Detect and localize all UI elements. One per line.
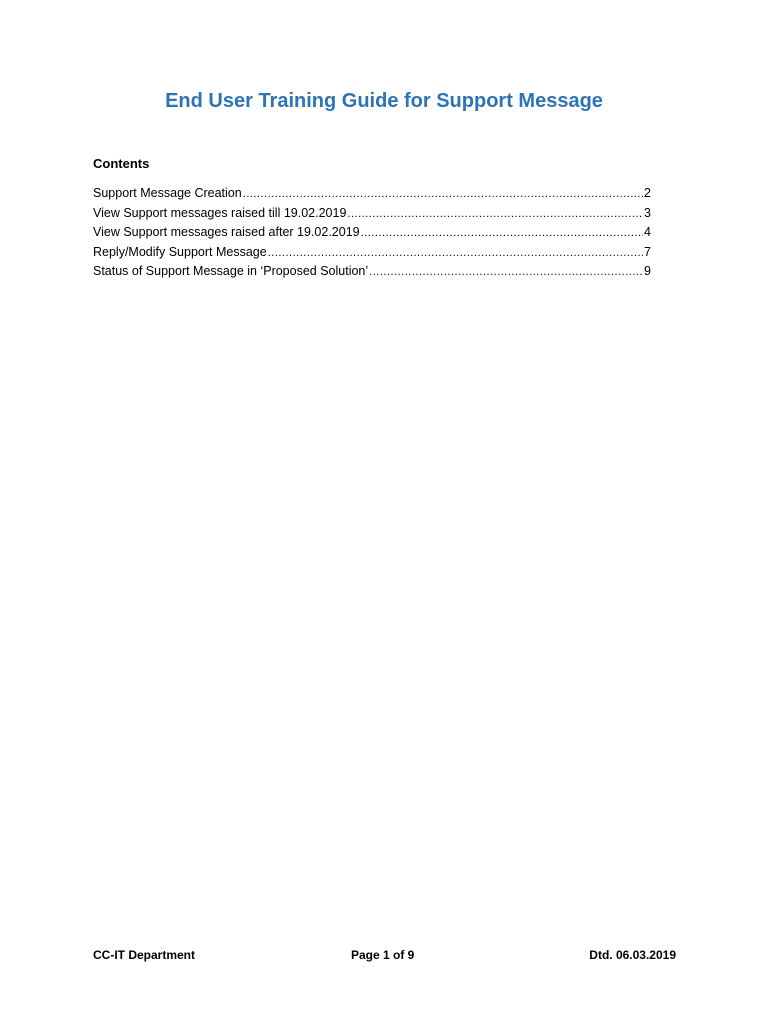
toc-dot-leader: [369, 263, 643, 283]
toc-entry-page-number: 2: [644, 186, 651, 200]
toc-dot-leader: [347, 205, 643, 225]
toc-entry-label: Status of Support Message in ‘Proposed Solution’: [93, 264, 369, 278]
toc-dot-leader: [243, 185, 643, 205]
toc-dot-leader: [361, 224, 643, 244]
document-title: End User Training Guide for Support Message: [165, 90, 603, 112]
toc-entry-page-number: 9: [644, 264, 651, 278]
toc-entry-reply-modify[interactable]: [93, 243, 651, 263]
toc-entry-status-proposed-solution[interactable]: [93, 262, 651, 282]
contents-heading: Contents: [93, 156, 150, 171]
footer-date: Dtd. 06.03.2019: [589, 948, 676, 962]
toc-entry-label: Reply/Modify Support Message: [93, 244, 267, 259]
toc-entry-support-message-creation[interactable]: [93, 184, 651, 204]
toc-dot-leader: [268, 244, 643, 264]
footer-department: CC-IT Department: [93, 948, 196, 962]
toc-entry-view-messages-till[interactable]: [93, 204, 651, 224]
toc-entry-label: View Support messages raised till 19.02.2019: [93, 205, 347, 220]
toc-entry-label: View Support messages raised after 19.02.2019: [93, 225, 360, 239]
toc-entry-page-number: 4: [644, 225, 651, 239]
toc-entry-view-messages-after[interactable]: [93, 223, 651, 243]
footer-page-number: Page 1 of 9: [351, 948, 415, 962]
toc-entry-page-number: 7: [644, 244, 651, 259]
toc-entry-page-number: 3: [644, 205, 651, 220]
table-of-contents: [93, 184, 651, 282]
toc-entry-label: Support Message Creation: [93, 186, 242, 200]
